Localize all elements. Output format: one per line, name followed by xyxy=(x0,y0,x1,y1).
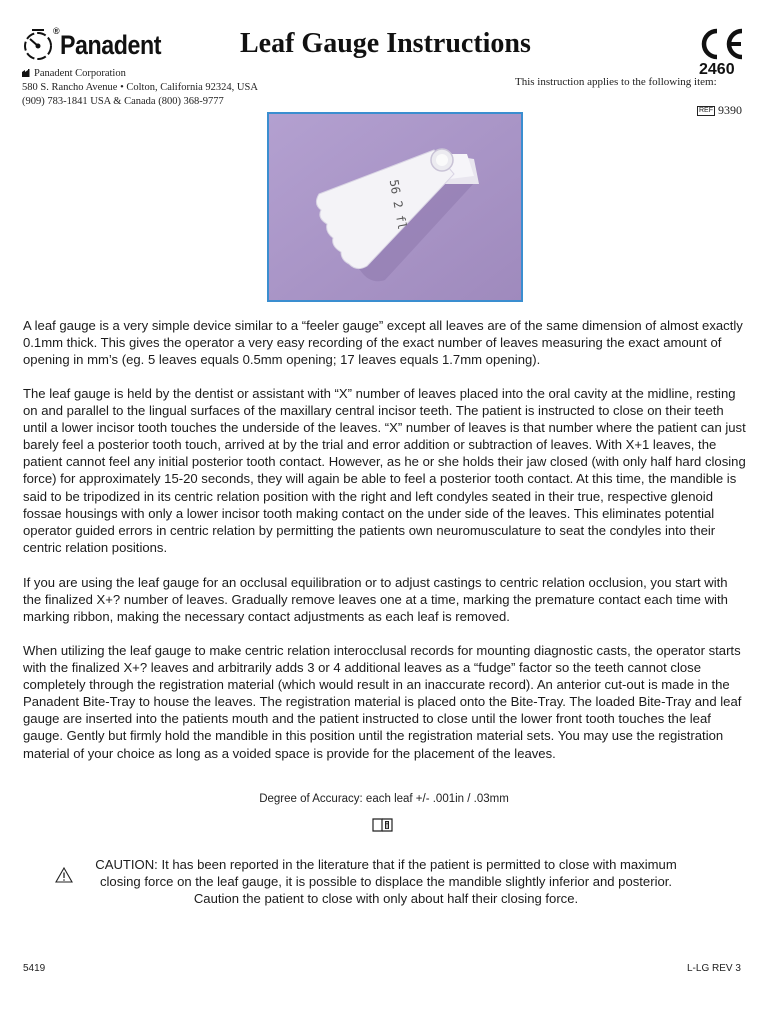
company-name: Panadent Corporation xyxy=(34,68,126,79)
leaf-engraving: 56 2 fl xyxy=(386,178,410,231)
paragraph-intro xyxy=(23,317,748,368)
document-number: 5419 xyxy=(23,963,46,974)
warning-triangle-icon xyxy=(55,867,73,883)
applies-text: This instruction applies to the following item: xyxy=(515,76,717,88)
product-photo xyxy=(267,112,523,302)
caution-line: CAUTION: It has been reported in the literature that if the patient is permitted to close with maximum xyxy=(95,857,677,872)
page-title: Leaf Gauge Instructions xyxy=(240,28,531,59)
paragraph-equilibration xyxy=(23,574,748,625)
revision-label: L-LG REV 3 xyxy=(687,963,741,974)
paragraph-records xyxy=(23,642,748,762)
company-info xyxy=(22,67,258,109)
caution-line: Caution the patient to close with only about half their closing force. xyxy=(193,891,579,907)
paragraph-text: When utilizing the leaf gauge to make centric relation interocclusal records for mounting diagnostic casts, the operator starts with the finalized X+? leaves and arbitrarily adds 3 or 4 additional leaves as a “fudge” factor so the teeth cannot close completely through the registration material (which would result in an inaccurate record). An anterior cut-out is made in the Panadent Bite-Tray to house the leaves. The registration material is placed onto the Bite-Tray. The loaded Bite-Tray and leaf gauge are inserted into the patients mouth and the patient instructed to close until the lower front tooth touches the leaf gauge. Gently but firmly hold the mandible in this position until the registration material sets. You may use the registration material of your choice as long as a voided space is provide for the placement of the leaves. xyxy=(23,643,742,761)
brand-name: Panadent xyxy=(60,30,162,60)
caution-line: closing force on the leaf gauge, it is possible to displace the mandible slightly inferior and posterior. xyxy=(99,874,673,890)
company-phone: (909) 783-1841 USA & Canada (800) 368-9777 xyxy=(22,96,224,107)
consult-instructions-icon xyxy=(372,817,394,833)
company-address: 580 S. Rancho Avenue • Colton, California 92324, USA xyxy=(22,82,258,93)
articulator-logo-icon xyxy=(20,26,56,62)
ref-number: 9390 xyxy=(718,103,742,117)
paragraph-text: If you are using the leaf gauge for an occlusal equilibration or to adjust castings to centric relation occlusion, you start with the finalized X+? number of leaves. Gradually remove leaves one at a time, marking the premature contact each time with marking ribbon, making the necessary contact adjustments as each leaf is removed. xyxy=(23,575,728,625)
paragraph-usage xyxy=(23,385,748,556)
caution-notice xyxy=(76,856,696,907)
notified-body-number: 2460 xyxy=(699,61,735,78)
panadent-logo xyxy=(20,26,180,66)
paragraph-text: The leaf gauge is held by the dentist or assistant with “X” number of leaves placed into the oral cavity at the midline, resting on and parallel to the lingual surfaces of the maxillary central incisor teeth. The patient is instructed to close on their teeth until a lower incisor tooth touches the underside of the leaves. “X” number of leaves is that number where the patient can just barely feel a posterior tooth touch, arrived at by the trial and error addition or subtraction of leaves. With X+1 leaves, the patient cannot feel any initial posterior tooth contact. However, as he or she holds their jaw closed (with only half hard closing force) for approximately 15-20 seconds, they will again be able to feel a posterior tooth contact. At this time, the mandible is said to be tripodized in its centric relation position with the right and left condyles seated in their true, respective glenoid fossae housings with only a lower incisor tooth making contact on the under side of the leaves. This eliminates potential operator guided errors in centric relation by permitting the patients own neuromusculature to seat the condyles into their centric relation positions. xyxy=(23,386,746,555)
leaf-gauge-image xyxy=(269,114,521,300)
accuracy-note: Degree of Accuracy: each leaf +/- .001in / .03mm xyxy=(259,793,509,805)
ref-symbol-icon: REF xyxy=(699,107,713,114)
ce-mark-icon xyxy=(697,26,745,62)
ref-number-row xyxy=(697,103,742,118)
registered-mark: ® xyxy=(53,26,60,36)
paragraph-text: A leaf gauge is a very simple device similar to a “feeler gauge” except all leaves are of the same dimension of almost exactly 0.1mm thick. This gives the operator a very easy recording of the exact number of leaves measuring the exact amount of opening in mm’s (eg. 5 leaves equals 0.5mm opening; 17 leaves equals 1.7mm opening). xyxy=(23,318,743,368)
manufacturer-icon xyxy=(22,69,31,77)
